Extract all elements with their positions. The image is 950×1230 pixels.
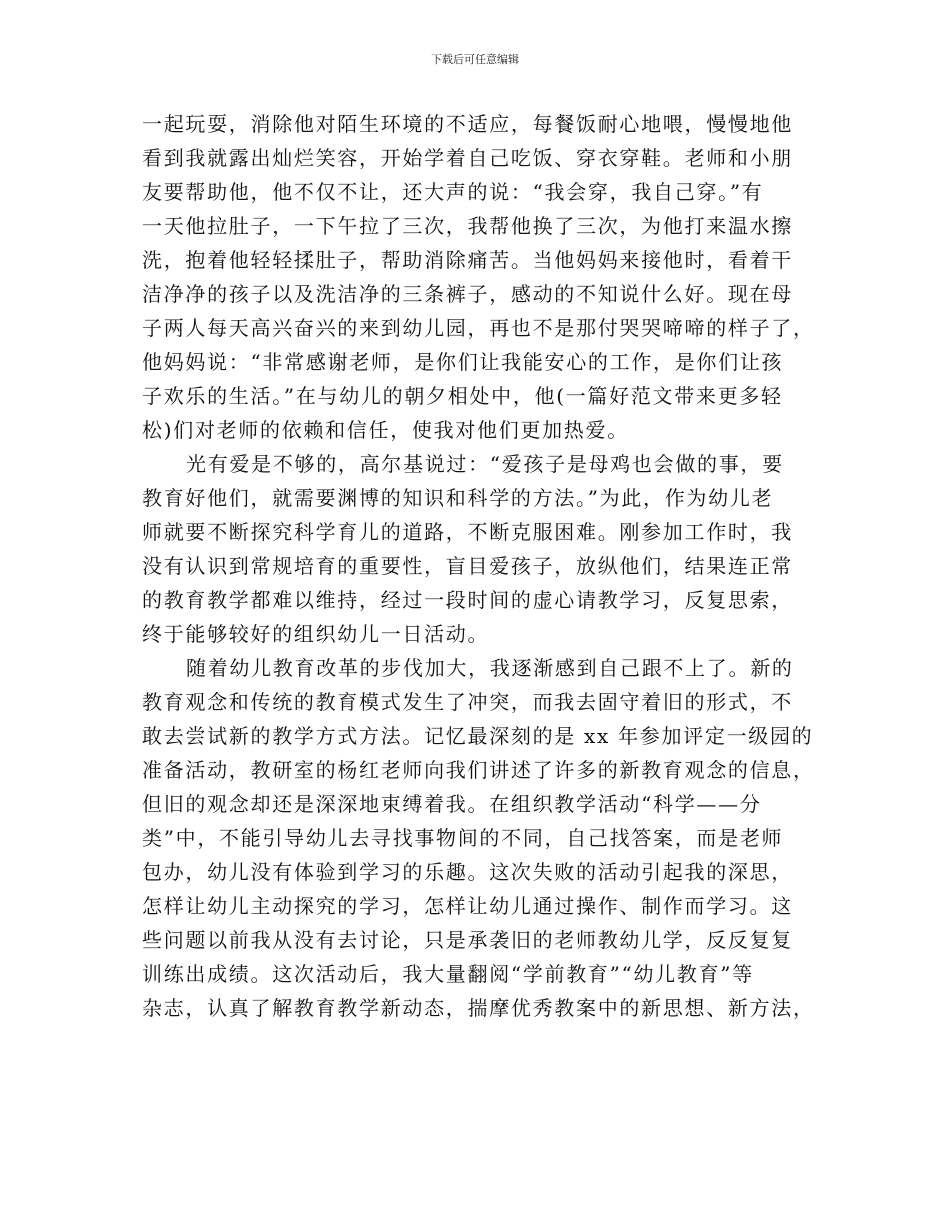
text-line: 敢去尝试新的教学方式方法。记忆最深刻的是 xx 年参加评定一级园的: [142, 724, 814, 748]
text-line: 洗，抱着他轻轻揉肚子，帮助消除痛苦。当他妈妈来接他时，看着干: [142, 248, 793, 272]
text-line: 洁净净的孩子以及洗洁净的三条裤子，感动的不知说什么好。现在母: [142, 282, 793, 306]
text-line: 教育观念和传统的教育模式发生了冲突，而我去固守着旧的形式，不: [142, 690, 793, 714]
page-header: 下载后可任意编辑: [431, 53, 519, 66]
text-line: 一天他拉肚子，一下午拉了三次，我帮他换了三次，为他打来温水擦: [142, 214, 793, 238]
text-line: 教育好他们，就需要渊博的知识和科学的方法。”为此，作为幼儿老: [142, 486, 774, 510]
text-line: 类”中，不能引导幼儿去寻找事物间的不同，自己找答案，而是老师: [142, 826, 784, 850]
paragraph-first-line: 随着幼儿教育改革的步伐加大，我逐渐感到自己跟不上了。新的: [186, 656, 794, 680]
text-line: 杂志，认真了解教育教学新动态，揣摩优秀教案中的新思想、新方法，: [142, 996, 815, 1020]
text-line: 子两人每天高兴奋兴的来到幼儿园，再也不是那付哭哭啼啼的样子了，: [142, 316, 815, 340]
text-line: 松)们对老师的依赖和信任，使我对他们更加热爱。: [142, 418, 629, 442]
text-line: 怎样让幼儿主动探究的学习，怎样让幼儿通过操作、制作而学习。这: [142, 894, 793, 918]
text-line: 他妈妈说：“非常感谢老师，是你们让我能安心的工作，是你们让孩: [142, 350, 784, 374]
text-line: 准备活动，教研室的杨红老师向我们讲述了许多的新教育观念的信息，: [142, 758, 815, 782]
text-line: 师就要不断探究科学育儿的道路，不断克服困难。刚参加工作时，我: [142, 520, 793, 544]
text-line: 训练出成绩。这次活动后，我大量翻阅“学前教育”“幼儿教育”等: [142, 962, 754, 986]
text-line: 一起玩耍，消除他对陌生环境的不适应，每餐饭耐心地喂，慢慢地他: [142, 112, 793, 136]
text-line: 看到我就露出灿烂笑容，开始学着自己吃饭、穿衣穿鞋。老师和小朋: [142, 146, 793, 170]
text-line: 没有认识到常规培育的重要性，盲目爱孩子，放纵他们，结果连正常: [142, 554, 793, 578]
text-line: 但旧的观念却还是深深地束缚着我。在组织教学活动“科学——分: [142, 792, 762, 816]
paragraph-first-line: 光有爱是不够的，高尔基说过：“爱孩子是母鸡也会做的事，要: [186, 452, 784, 476]
text-line: 包办，幼儿没有体验到学习的乐趣。这次失败的活动引起我的深思，: [142, 860, 793, 884]
text-line: 的教育教学都难以维持，经过一段时间的虚心请教学习，反复思索，: [142, 588, 793, 612]
text-line: 终于能够较好的组织幼儿一日活动。: [142, 622, 490, 646]
text-line: 友要帮助他，他不仅不让，还大声的说：“我会穿，我自己穿。”有: [142, 180, 764, 204]
text-line: 子欢乐的生活。”在与幼儿的朝夕相处中，他(一篇好范文带来更多轻: [142, 384, 783, 408]
text-line: 些问题以前我从没有去讨论，只是承袭旧的老师教幼儿学，反反复复: [142, 928, 793, 952]
